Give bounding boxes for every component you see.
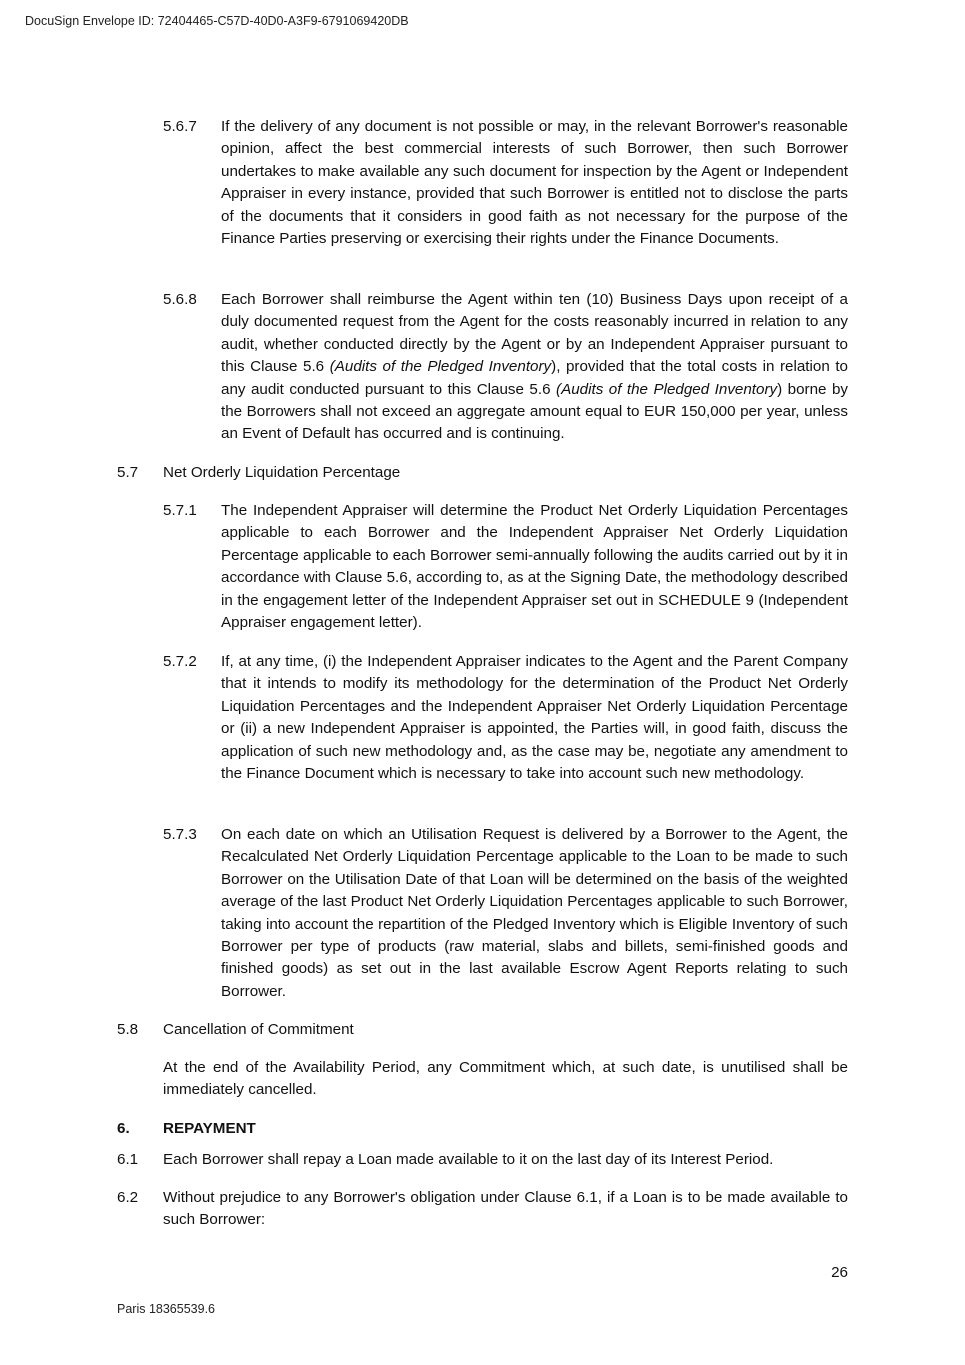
clause-text: Each Borrower shall reimburse the Agent within ten (10) Business Days upon receipt of a duly documented request from the Agent for the costs reasonably incurred in relation to any audit, whether conducted directly by the Agent or by an Independent Appraiser pursuant to this Clause 5.6 (Audits of the Pledged Inventory), provided that the total costs in relation to any audit conducted pursuant to this Clause 5.6 (Audits of the Pledged Inventory) borne by the Borrowers shall not exceed an aggregate amount equal to EUR 150,000 per year, unless an Event of Default has occurred and is continuing.	[221, 291, 848, 443]
section-title: Net Orderly Liquidation Percentage	[163, 464, 401, 481]
page-number: 26	[831, 1264, 848, 1281]
clause-number: 6.2	[117, 1189, 139, 1206]
clause-text: The Independent Appraiser will determine the Product Net Orderly Liquidation Percentages applicable to each Borrower and the Independent Appraiser Net Orderly Liquidation Percentage applicable to each Borrower semi-annually following the audits carried out by it in accordance with Clause 5.6, according to, as at the Signing Date, the methodology described in the engagement letter of the Independent Appraiser set out in SCHEDULE 9 (Independent Appraiser engagement letter).	[221, 502, 848, 632]
clause-text: On each date on which an Utilisation Request is delivered by a Borrower to the Agent, the Recalculated Net Orderly Liquidation Percentage applicable to the Loan to be made to such Borrower on the Utilisation Date of that Loan will be determined on the basis of the weighted average of the last Product Net Orderly Liquidation Percentages applicable to such Borrower, taking into account the repartition of the Pledged Inventory which is Eligible Inventory of such Borrower per type of products (raw material, slabs and billets, semi-finished goods and finished goods) as set out in the last available Escrow Agent Reports relating to such Borrower.	[221, 826, 848, 1000]
clause-number: 5.6.7	[163, 118, 197, 135]
section-number: 5.8	[117, 1021, 139, 1038]
section-title: REPAYMENT	[163, 1120, 256, 1137]
footer-reference: Paris 18365539.6	[117, 1302, 215, 1316]
clause-text: If the delivery of any document is not possible or may, in the relevant Borrower's reasonable opinion, affect the best commercial interests of such Borrower, then such Borrower undertakes to make available any such document for inspection by the Agent or Independent Appraiser in every instance, provided that such Borrower is entitled not to disclose the parts of the documents that it considers in good faith as not necessary for the purpose of the Finance Parties preserving or exercising their rights under the Finance Documents.	[221, 118, 848, 248]
clause-number: 5.7.2	[163, 653, 197, 670]
clause-text: Without prejudice to any Borrower's obligation under Clause 6.1, if a Loan is to be made available to such Borrower:	[163, 1189, 848, 1229]
clause-number: 6.1	[117, 1151, 139, 1168]
clause-number: 5.7.3	[163, 826, 197, 843]
clause-number: 5.7.1	[163, 502, 197, 519]
envelope-id: DocuSign Envelope ID: 72404465-C57D-40D0-A3F9-6791069420DB	[25, 14, 409, 28]
clause-text: Each Borrower shall repay a Loan made available to it on the last day of its Interest Period.	[163, 1151, 774, 1168]
clause-text: At the end of the Availability Period, any Commitment which, at such date, is unutilised shall be immediately cancelled.	[163, 1059, 848, 1099]
section-number: 6.	[117, 1120, 130, 1137]
clause-number: 5.6.8	[163, 291, 197, 308]
clause-text: If, at any time, (i) the Independent Appraiser indicates to the Agent and the Parent Company that it intends to modify its methodology for the determination of the Product Net Orderly Liquidation Percentages and the Independent Appraiser Net Orderly Liquidation Percentage or (ii) a new Independent Appraiser is appointed, the Parties will, in good faith, discuss the application of such new methodology and, as the case may be, negotiate any amendment to the Finance Document which is necessary to take into account such new methodology.	[221, 653, 848, 783]
section-number: 5.7	[117, 464, 139, 481]
section-title: Cancellation of Commitment	[163, 1021, 354, 1038]
